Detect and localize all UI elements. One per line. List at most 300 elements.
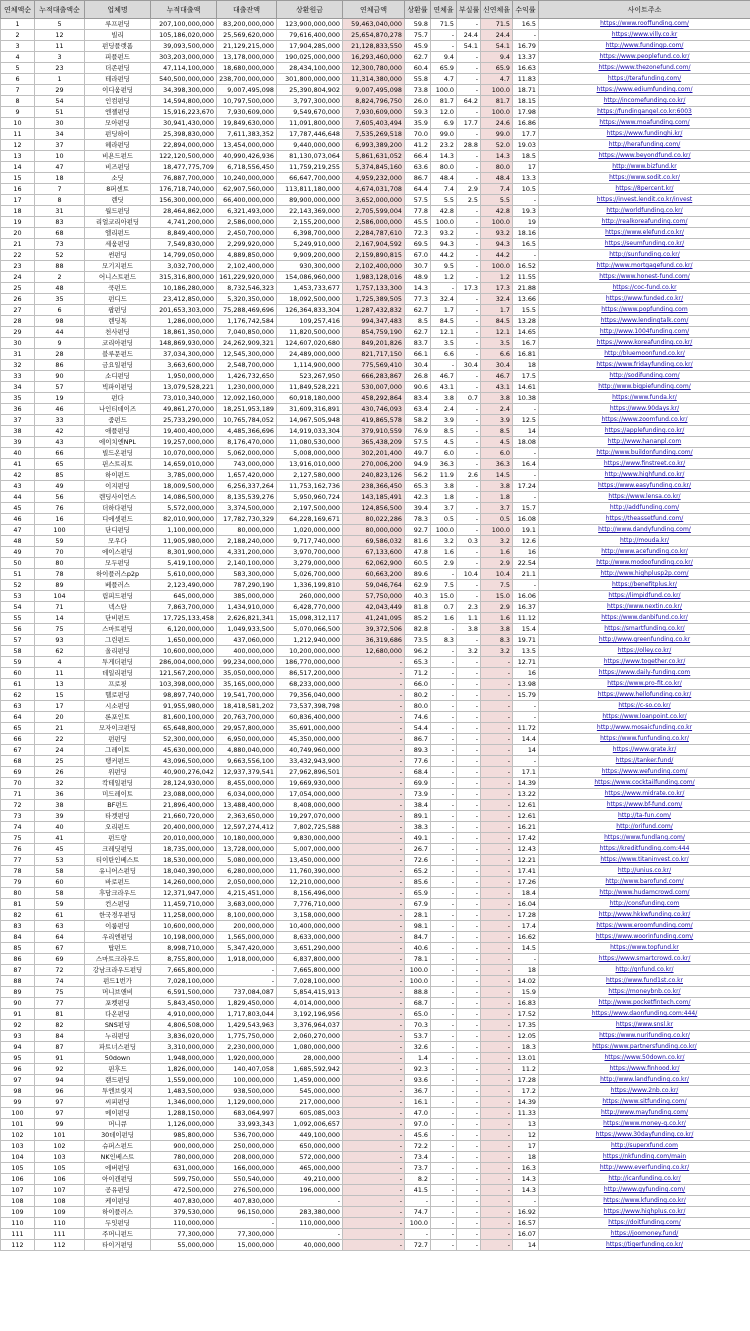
col-site-url-cell[interactable]: https://www.honest-fund.com/ bbox=[539, 272, 750, 283]
col-repaid-principal-cell: 5,026,700,000 bbox=[277, 569, 343, 580]
col-default-rate-cell: - bbox=[457, 151, 481, 162]
col-overdue-rate-cell: - bbox=[431, 921, 457, 932]
col-overdue-amount-cell: - bbox=[343, 1053, 405, 1064]
col-site-url-cell[interactable]: http://realkoreafunding.com/ bbox=[539, 217, 750, 228]
col-site-url-cell[interactable]: http://www.mortgagefund.co.kr/ bbox=[539, 261, 750, 272]
table-row bbox=[1, 690, 750, 701]
col-site-url-cell[interactable]: http://www.bizfund.kr bbox=[539, 162, 750, 173]
col-repaid-principal-cell: 28,000,000 bbox=[277, 1053, 343, 1064]
col-cumulative-loan-cell: 3,785,000,000 bbox=[151, 470, 217, 481]
col-site-url-cell[interactable]: http://www.barofund.com/ bbox=[539, 877, 750, 888]
col-return-rate-cell: 17.28 bbox=[513, 1075, 539, 1086]
col-default-rate-cell: - bbox=[457, 1053, 481, 1064]
table-row bbox=[1, 129, 750, 140]
col-overdue-rate-cell: - bbox=[431, 778, 457, 789]
col-site-url-cell[interactable]: https://www.smartcrowd.co.kr/ bbox=[539, 954, 750, 965]
col-rank-overdue-cell: 3 bbox=[1, 41, 35, 52]
col-default-rate-cell: - bbox=[457, 1020, 481, 1031]
col-site-url-cell[interactable]: https://benefitplus.kr/ bbox=[539, 580, 750, 591]
col-rank-overdue-cell: 33 bbox=[1, 371, 35, 382]
col-site-url-cell[interactable]: https://olley.co.kr/ bbox=[539, 646, 750, 657]
col-company-cell: 더하다펀딩 bbox=[85, 503, 151, 514]
col-site-url-cell[interactable]: https://www.wefunding.com/ bbox=[539, 767, 750, 778]
col-site-url-cell[interactable]: https://www.hellofunding.co.kr/ bbox=[539, 690, 750, 701]
col-site-url-cell[interactable]: https://www.kfunding.co.kr/ bbox=[539, 1196, 750, 1207]
col-site-url-cell[interactable]: http://www.highfund.co.kr/ bbox=[539, 470, 750, 481]
col-site-url-cell[interactable]: https://theassetfund.com/ bbox=[539, 514, 750, 525]
col-site-url-cell[interactable]: http://www.highplusp2p.com/ bbox=[539, 569, 750, 580]
col-overdue-rate-cell: 8.3 bbox=[431, 635, 457, 646]
col-site-url-cell[interactable]: http://worldfunding.co.kr/ bbox=[539, 206, 750, 217]
table-row bbox=[1, 1163, 750, 1174]
col-company-cell: 칵테일펀딩 bbox=[85, 778, 151, 789]
col-site-url-cell[interactable]: https://www.koreafunding.co.kr/ bbox=[539, 338, 750, 349]
col-site-url-cell[interactable]: https://www.elefund.co.kr/ bbox=[539, 228, 750, 239]
col-overdue-rate-cell: 65.9 bbox=[431, 63, 457, 74]
col-site-url-cell[interactable]: https://limpidfund.co.kr/ bbox=[539, 591, 750, 602]
col-site-url-cell[interactable]: http://addfunding.com/ bbox=[539, 503, 750, 514]
col-site-url-cell[interactable]: https://www.partnersfunding.co.kr/ bbox=[539, 1042, 750, 1053]
col-repaid-principal-cell: 8,408,000,000 bbox=[277, 800, 343, 811]
col-site-url-cell[interactable]: http://gnfund.co.kr/ bbox=[539, 965, 750, 976]
col-repaid-principal-cell: 14,919,033,304 bbox=[277, 426, 343, 437]
col-cumulative-loan-cell: 10,600,000,000 bbox=[151, 921, 217, 932]
col-overdue-amount-cell: - bbox=[343, 987, 405, 998]
col-cumulative-loan-header: 누적대출액 bbox=[151, 1, 217, 19]
col-overdue-amount-cell: - bbox=[343, 1218, 405, 1229]
col-cumulative-loan-cell: 4,910,000,000 bbox=[151, 1009, 217, 1020]
col-site-url-cell[interactable]: https://www.finhood.kr/ bbox=[539, 1064, 750, 1075]
col-site-url-cell[interactable]: https://www.eroomfunding.com/ bbox=[539, 921, 750, 932]
col-loan-balance-cell: 8,455,000,000 bbox=[217, 778, 277, 789]
col-site-url-cell[interactable]: https://kreditfunding.com:444 bbox=[539, 844, 750, 855]
col-overdue-amount-cell: 67,133,600 bbox=[343, 547, 405, 558]
col-site-url-cell[interactable]: http://unius.co.kr/ bbox=[539, 866, 750, 877]
col-rank-cumulative-cell: 99 bbox=[35, 1119, 85, 1130]
col-overdue-amount-cell: 8,824,796,750 bbox=[343, 96, 405, 107]
col-site-url-cell[interactable]: https://www.peoplefund.co.kr/ bbox=[539, 52, 750, 63]
col-rank-cumulative-cell: 10 bbox=[35, 151, 85, 162]
col-site-url-cell[interactable]: http://incomefunding.co.kr/ bbox=[539, 96, 750, 107]
col-loan-balance-cell: 13,454,000,000 bbox=[217, 140, 277, 151]
table-row bbox=[1, 657, 750, 668]
col-repaid-principal-cell: 1,212,940,000 bbox=[277, 635, 343, 646]
col-default-rate-cell: - bbox=[457, 1152, 481, 1163]
col-overdue-rate-cell: 4.5 bbox=[431, 437, 457, 448]
col-default-rate-cell: - bbox=[457, 239, 481, 250]
col-site-url-cell[interactable]: http://sunfunding.co.kr/ bbox=[539, 250, 750, 261]
col-overdue-rate-cell: - bbox=[431, 1042, 457, 1053]
table-body bbox=[1, 19, 750, 1251]
col-site-url-cell[interactable]: https://www.fundlang.com/ bbox=[539, 833, 750, 844]
col-repay-rate-cell: 89.6 bbox=[405, 569, 431, 580]
col-site-url-cell[interactable]: http://orifund.com/ bbox=[539, 822, 750, 833]
col-loan-balance-cell: 96,150,000 bbox=[217, 1207, 277, 1218]
col-site-url-cell[interactable]: https://applefunding.co.kr/ bbox=[539, 426, 750, 437]
col-site-url-cell[interactable]: https://tanker.fund/ bbox=[539, 756, 750, 767]
col-site-url-cell[interactable]: http://www.mayfunding.com/ bbox=[539, 1108, 750, 1119]
col-site-url-cell[interactable]: https://nkfunding.com/main bbox=[539, 1152, 750, 1163]
col-overdue-amount-cell: - bbox=[343, 932, 405, 943]
col-default-rate-cell: - bbox=[457, 107, 481, 118]
col-new-overdue-rate-cell: 3.9 bbox=[481, 415, 513, 426]
col-site-url-cell[interactable]: http://www.bigpiefunding.com/ bbox=[539, 382, 750, 393]
col-repaid-principal-cell: 109,257,416 bbox=[277, 316, 343, 327]
col-site-url-cell[interactable]: https://www.50down.co.kr/ bbox=[539, 1053, 750, 1064]
col-site-url-cell[interactable]: https://www.moafunding.com/ bbox=[539, 118, 750, 129]
col-site-url-cell[interactable]: https://www.funded.co.kr/ bbox=[539, 294, 750, 305]
col-default-rate-cell: - bbox=[457, 899, 481, 910]
col-rank-cumulative-cell: 59 bbox=[35, 536, 85, 547]
col-site-url-cell[interactable]: http://www.gyfunding.com/ bbox=[539, 1185, 750, 1196]
col-overdue-rate-cell: - bbox=[431, 1031, 457, 1042]
col-rank-overdue-cell: 50 bbox=[1, 558, 35, 569]
col-company-cell: 테라펀딩 bbox=[85, 74, 151, 85]
col-loan-balance-cell: 35,050,000,000 bbox=[217, 668, 277, 679]
col-return-rate-cell: 11.83 bbox=[513, 74, 539, 85]
col-repaid-principal-cell: 14,967,505,948 bbox=[277, 415, 343, 426]
col-loan-balance-cell: 4,880,040,000 bbox=[217, 745, 277, 756]
col-default-rate-cell: - bbox=[457, 1075, 481, 1086]
col-return-rate-cell: 11.33 bbox=[513, 1108, 539, 1119]
col-return-rate-cell: 18.71 bbox=[513, 85, 539, 96]
col-cumulative-loan-cell: 28,124,930,000 bbox=[151, 778, 217, 789]
col-site-url-cell[interactable]: http://www.dandyfunding.com/ bbox=[539, 525, 750, 536]
col-company-cell: 빌드온펀딩 bbox=[85, 448, 151, 459]
table-row bbox=[1, 338, 750, 349]
col-loan-balance-cell: 10,765,784,052 bbox=[217, 415, 277, 426]
col-site-url-cell[interactable]: https://invest.lendit.co.kr/invest bbox=[539, 195, 750, 206]
col-repay-rate-cell: 26.8 bbox=[405, 371, 431, 382]
col-site-url-cell[interactable]: https://www.highplus.co.kr/ bbox=[539, 1207, 750, 1218]
col-repay-rate-cell: 1.4 bbox=[405, 1053, 431, 1064]
col-rank-overdue-cell: 32 bbox=[1, 360, 35, 371]
col-cumulative-loan-cell: 1,948,000,000 bbox=[151, 1053, 217, 1064]
col-return-rate-cell: 17.35 bbox=[513, 1020, 539, 1031]
col-site-url-cell[interactable]: https://www.money-q.co.kr/ bbox=[539, 1119, 750, 1130]
col-repaid-principal-cell: 22,143,369,000 bbox=[277, 206, 343, 217]
col-site-url-cell[interactable]: http://www.pocketfintech.com/ bbox=[539, 998, 750, 1009]
col-default-rate-cell: - bbox=[457, 63, 481, 74]
col-site-url-cell[interactable]: https://www.rooffunding.com/ bbox=[539, 19, 750, 30]
col-site-url-cell[interactable]: https://www.fridayfunding.co.kr/ bbox=[539, 360, 750, 371]
col-site-url-cell[interactable]: http://www.hudamcrowd.com/ bbox=[539, 888, 750, 899]
col-site-url-cell[interactable]: https://www.villy.co.kr bbox=[539, 30, 750, 41]
col-return-rate-cell: 16.7 bbox=[513, 338, 539, 349]
col-site-url-cell[interactable]: http://www.hananpl.com bbox=[539, 437, 750, 448]
col-overdue-amount-cell: - bbox=[343, 712, 405, 723]
col-rank-cumulative-cell: 101 bbox=[35, 1130, 85, 1141]
col-loan-balance-cell: 2,188,240,000 bbox=[217, 536, 277, 547]
col-default-rate-cell: - bbox=[457, 85, 481, 96]
col-site-url-cell[interactable]: https://www.30dayfunding.co.kr/ bbox=[539, 1130, 750, 1141]
col-overdue-amount-cell: - bbox=[343, 778, 405, 789]
col-rank-cumulative-cell: 42 bbox=[35, 426, 85, 437]
col-repay-rate-cell: 77.8 bbox=[405, 206, 431, 217]
col-repay-rate-cell: 49.7 bbox=[405, 448, 431, 459]
col-return-rate-cell: 13.3 bbox=[513, 173, 539, 184]
col-repay-rate-cell: 38.3 bbox=[405, 822, 431, 833]
col-loan-balance-cell: 12,937,379,541 bbox=[217, 767, 277, 778]
col-overdue-amount-cell: 1,983,128,016 bbox=[343, 272, 405, 283]
col-loan-balance-header: 대출잔액 bbox=[217, 1, 277, 19]
col-cumulative-loan-cell: 1,950,000,000 bbox=[151, 371, 217, 382]
col-company-cell: 단비펀드 bbox=[85, 613, 151, 624]
col-site-url-cell[interactable]: https://www.cocktailfunding.com/ bbox=[539, 778, 750, 789]
col-site-url-cell[interactable]: https://www.loanpoint.co.kr/ bbox=[539, 712, 750, 723]
col-site-url-cell[interactable]: https://www.daily-funding.com bbox=[539, 668, 750, 679]
col-default-rate-cell: - bbox=[457, 19, 481, 30]
col-new-overdue-rate-cell: 100.0 bbox=[481, 525, 513, 536]
col-rank-overdue-cell: 97 bbox=[1, 1075, 35, 1086]
col-return-rate-cell: 14.02 bbox=[513, 976, 539, 987]
col-site-url-cell[interactable]: https://www.lendingtalk.com/ bbox=[539, 316, 750, 327]
col-site-url-cell[interactable]: https://fundingangel.co.kr:6003 bbox=[539, 107, 750, 118]
col-site-url-cell[interactable]: http://consfunding.com bbox=[539, 899, 750, 910]
col-overdue-rate-cell: - bbox=[431, 1218, 457, 1229]
col-company-cell: 랜드펀딩 bbox=[85, 1075, 151, 1086]
col-loan-balance-cell: 6,256,337,264 bbox=[217, 481, 277, 492]
table-row bbox=[1, 723, 750, 734]
col-site-url-cell[interactable]: http://www.fundingp.com/ bbox=[539, 41, 750, 52]
col-site-url-cell[interactable]: http://superxfund.com bbox=[539, 1141, 750, 1152]
col-site-url-cell[interactable]: https://www.sodit.co.kr/ bbox=[539, 173, 750, 184]
col-default-rate-cell: - bbox=[457, 217, 481, 228]
col-repay-rate-cell: 16.1 bbox=[405, 1097, 431, 1108]
col-cumulative-loan-cell: 1,559,000,000 bbox=[151, 1075, 217, 1086]
col-repaid-principal-cell: 1,092,006,657 bbox=[277, 1119, 343, 1130]
col-site-url-cell[interactable]: https://www.ediumfunding.com/ bbox=[539, 85, 750, 96]
table-row bbox=[1, 624, 750, 635]
col-repaid-principal-cell: 5,008,000,000 bbox=[277, 448, 343, 459]
col-new-overdue-rate-cell: 100.0 bbox=[481, 261, 513, 272]
col-site-url-cell[interactable]: https://c-so.co.kr/ bbox=[539, 701, 750, 712]
col-overdue-amount-cell: 21,128,833,550 bbox=[343, 41, 405, 52]
col-company-cell: 인컴펀딩 bbox=[85, 96, 151, 107]
col-rank-cumulative-cell: 31 bbox=[35, 206, 85, 217]
col-cumulative-loan-cell: 5,419,100,000 bbox=[151, 558, 217, 569]
col-new-overdue-rate-cell: 5.5 bbox=[481, 195, 513, 206]
col-rank-cumulative-cell: 28 bbox=[35, 349, 85, 360]
col-site-url-cell[interactable]: https://www.grate.kr/ bbox=[539, 745, 750, 756]
col-repaid-principal-cell: 11,760,390,000 bbox=[277, 866, 343, 877]
col-loan-balance-cell: 20,763,700,000 bbox=[217, 712, 277, 723]
col-return-rate-cell: 13.01 bbox=[513, 1053, 539, 1064]
col-overdue-rate-cell: - bbox=[431, 1240, 457, 1251]
col-repay-rate-cell: 63.6 bbox=[405, 162, 431, 173]
col-site-url-cell[interactable]: https://www.bf-fund.com/ bbox=[539, 800, 750, 811]
col-default-rate-cell: - bbox=[457, 525, 481, 536]
col-site-url-cell[interactable]: https://joomoney.fund/ bbox=[539, 1229, 750, 1240]
col-return-rate-cell: 19.03 bbox=[513, 140, 539, 151]
col-site-url-cell[interactable]: https://doitfunding.com/ bbox=[539, 1218, 750, 1229]
col-site-url-cell[interactable]: http://www.greenfunding.co.kr bbox=[539, 635, 750, 646]
col-rank-overdue-cell: 72 bbox=[1, 800, 35, 811]
col-default-rate-cell: - bbox=[457, 448, 481, 459]
col-site-url-cell[interactable]: https://coc-fund.co.kr bbox=[539, 283, 750, 294]
col-site-url-cell[interactable]: https://www.fundinghi.kr/ bbox=[539, 129, 750, 140]
col-overdue-amount-cell: 12,680,000 bbox=[343, 646, 405, 657]
col-rank-cumulative-cell: 71 bbox=[35, 602, 85, 613]
col-new-overdue-rate-cell: - bbox=[481, 712, 513, 723]
col-site-url-cell[interactable]: https://www.funda.kr/ bbox=[539, 393, 750, 404]
col-rank-overdue-cell: 39 bbox=[1, 437, 35, 448]
col-site-url-cell[interactable]: http://mouda.kr/ bbox=[539, 536, 750, 547]
col-repaid-principal-cell: 1,453,733,677 bbox=[277, 283, 343, 294]
col-site-url-cell[interactable]: https://www.daonfunding.com:444/ bbox=[539, 1009, 750, 1020]
col-site-url-cell[interactable]: https://www.easyfunding.co.kr/ bbox=[539, 481, 750, 492]
col-repaid-principal-cell: 79,356,040,000 bbox=[277, 690, 343, 701]
table-row bbox=[1, 932, 750, 943]
col-repay-rate-cell: 74.6 bbox=[405, 712, 431, 723]
col-overdue-amount-cell: 41,241,095 bbox=[343, 613, 405, 624]
col-new-overdue-rate-cell: 24.6 bbox=[481, 118, 513, 129]
col-overdue-amount-cell: 1,757,133,300 bbox=[343, 283, 405, 294]
table-row bbox=[1, 1064, 750, 1075]
table-row bbox=[1, 1119, 750, 1130]
col-overdue-amount-cell: 2,102,400,000 bbox=[343, 261, 405, 272]
col-loan-balance-cell: 2,363,650,000 bbox=[217, 811, 277, 822]
col-site-url-cell[interactable]: https://www.sitfunding.com/ bbox=[539, 1097, 750, 1108]
col-site-url-cell[interactable]: https://www.midrate.co.kr/ bbox=[539, 789, 750, 800]
col-site-url-cell[interactable]: https://www.90days.kr/ bbox=[539, 404, 750, 415]
col-site-url-cell[interactable]: http://icanfunding.co.kr/ bbox=[539, 1174, 750, 1185]
col-overdue-amount-cell: - bbox=[343, 954, 405, 965]
col-default-rate-cell: 3.2 bbox=[457, 646, 481, 657]
col-rank-overdue-cell: 63 bbox=[1, 701, 35, 712]
col-site-url-cell[interactable]: https://seumfunding.co.kr/ bbox=[539, 239, 750, 250]
col-return-rate-cell: 18 bbox=[513, 965, 539, 976]
col-site-url-cell[interactable]: http://www.acefunding.co.kr/ bbox=[539, 547, 750, 558]
col-repaid-principal-cell: 79,616,400,000 bbox=[277, 30, 343, 41]
col-rank-cumulative-cell: 7 bbox=[35, 184, 85, 195]
col-site-url-cell[interactable]: http://www.everfunding.co.kr/ bbox=[539, 1163, 750, 1174]
col-repaid-principal-cell: 154,086,960,000 bbox=[277, 272, 343, 283]
col-repay-rate-cell: 83.7 bbox=[405, 338, 431, 349]
col-site-url-cell[interactable]: http://herafunding.com/ bbox=[539, 140, 750, 151]
col-new-overdue-rate-cell: - bbox=[481, 1031, 513, 1042]
col-loan-balance-cell: 2,230,000,000 bbox=[217, 1042, 277, 1053]
col-site-url-cell[interactable]: http://www.buildonfunding.com/ bbox=[539, 448, 750, 459]
col-repay-rate-cell: 53.7 bbox=[405, 1031, 431, 1042]
col-repaid-principal-cell: 283,380,000 bbox=[277, 1207, 343, 1218]
col-repay-rate-cell: 94.9 bbox=[405, 459, 431, 470]
col-site-url-cell[interactable]: https://www.titaninvest.co.kr/ bbox=[539, 855, 750, 866]
table-row bbox=[1, 85, 750, 96]
col-rank-cumulative-cell: 61 bbox=[35, 910, 85, 921]
col-site-url-cell[interactable]: https://www.zoomfund.co.kr/ bbox=[539, 415, 750, 426]
col-cumulative-loan-cell: 4,806,508,000 bbox=[151, 1020, 217, 1031]
col-rank-overdue-cell: 5 bbox=[1, 63, 35, 74]
col-loan-balance-cell: 83,200,000,000 bbox=[217, 19, 277, 30]
col-rank-overdue-cell: 19 bbox=[1, 217, 35, 228]
col-repay-rate-cell: 56.2 bbox=[405, 470, 431, 481]
col-site-url-cell[interactable]: http://bluemoonfund.co.kr/ bbox=[539, 349, 750, 360]
col-rank-overdue-cell: 75 bbox=[1, 833, 35, 844]
col-site-url-cell[interactable]: https://smartfunding.co.kr/ bbox=[539, 624, 750, 635]
col-rank-overdue-cell: 43 bbox=[1, 481, 35, 492]
col-rank-overdue-cell: 64 bbox=[1, 712, 35, 723]
col-loan-balance-cell: 18,418,581,202 bbox=[217, 701, 277, 712]
col-site-url-cell[interactable]: http://www.modoofunding.co.kr/ bbox=[539, 558, 750, 569]
col-repay-rate-cell: 100.0 bbox=[405, 976, 431, 987]
col-company-cell: 소디펀딩 bbox=[85, 371, 151, 382]
col-site-url-cell[interactable]: https://terafunding.com/ bbox=[539, 74, 750, 85]
col-site-url-cell[interactable]: https://www.pro-fit.co.kr/ bbox=[539, 679, 750, 690]
col-overdue-amount-cell: - bbox=[343, 1075, 405, 1086]
col-cumulative-loan-cell: 1,483,500,000 bbox=[151, 1086, 217, 1097]
col-rank-overdue-cell: 6 bbox=[1, 74, 35, 85]
col-loan-balance-cell: 6,950,000,000 bbox=[217, 734, 277, 745]
col-overdue-amount-cell: - bbox=[343, 811, 405, 822]
col-new-overdue-rate-cell: - bbox=[481, 899, 513, 910]
col-rank-cumulative-cell: 16 bbox=[35, 514, 85, 525]
col-site-url-cell[interactable]: https://www.popfunding.com bbox=[539, 305, 750, 316]
col-site-url-cell[interactable]: https://tigerfunding.co.kr/ bbox=[539, 1240, 750, 1251]
col-site-url-cell[interactable]: https://www.nextin.co.kr/ bbox=[539, 602, 750, 613]
col-repay-rate-cell: 80.2 bbox=[405, 690, 431, 701]
col-repay-rate-cell: 48.9 bbox=[405, 272, 431, 283]
col-site-url-cell[interactable]: https://www.thezonefund.com/ bbox=[539, 63, 750, 74]
col-site-url-cell[interactable]: http://www.1004funding.com/ bbox=[539, 327, 750, 338]
col-overdue-rate-cell: 3.8 bbox=[431, 481, 457, 492]
col-overdue-rate-cell: - bbox=[431, 1141, 457, 1152]
col-rank-overdue-cell: 94 bbox=[1, 1042, 35, 1053]
col-site-url-cell[interactable]: https://www.fund1st.co.kr bbox=[539, 976, 750, 987]
col-loan-balance-cell: 166,000,000 bbox=[217, 1163, 277, 1174]
col-company-cell: 우리엔펀딩 bbox=[85, 932, 151, 943]
col-repaid-principal-cell: 11,849,528,221 bbox=[277, 382, 343, 393]
col-site-url-cell[interactable]: https://www.topfund.kr bbox=[539, 943, 750, 954]
col-site-url-cell[interactable]: https://moneybnb.co.kr/ bbox=[539, 987, 750, 998]
col-repaid-principal-cell: 260,000,000 bbox=[277, 591, 343, 602]
col-site-url-cell[interactable]: http://www.hkkwfunding.co.kr/ bbox=[539, 910, 750, 921]
col-default-rate-cell: - bbox=[457, 987, 481, 998]
col-site-url-cell[interactable]: https://www.beyondfund.co.kr/ bbox=[539, 151, 750, 162]
col-return-rate-cell: 17.41 bbox=[513, 866, 539, 877]
col-rank-overdue-cell: 17 bbox=[1, 195, 35, 206]
col-site-url-cell[interactable]: https://www.woorinfunding.com/ bbox=[539, 932, 750, 943]
col-site-url-cell[interactable]: https://www.2nb.co.kr/ bbox=[539, 1086, 750, 1097]
col-site-url-cell[interactable]: https://www.funfunding.co.kr/ bbox=[539, 734, 750, 745]
col-company-cell: 펀드1번가 bbox=[85, 976, 151, 987]
col-rank-overdue-cell: 2 bbox=[1, 30, 35, 41]
col-site-url-cell[interactable]: http://www.mosaicfunding.co.kr bbox=[539, 723, 750, 734]
col-site-url-cell[interactable]: https://8percent.kr/ bbox=[539, 184, 750, 195]
col-rank-overdue-cell: 21 bbox=[1, 239, 35, 250]
col-default-rate-cell: - bbox=[457, 404, 481, 415]
col-rank-overdue-cell: 1 bbox=[1, 19, 35, 30]
col-default-rate-cell: - bbox=[457, 547, 481, 558]
col-rank-cumulative-cell: 67 bbox=[35, 943, 85, 954]
col-rank-overdue-cell: 82 bbox=[1, 910, 35, 921]
col-site-url-cell[interactable]: http://www.landfunding.co.kr/ bbox=[539, 1075, 750, 1086]
col-site-url-cell[interactable]: https://www.finstreet.co.kr/ bbox=[539, 459, 750, 470]
col-rank-cumulative-cell: 98 bbox=[35, 316, 85, 327]
col-repaid-principal-cell: 35,691,000,000 bbox=[277, 723, 343, 734]
col-site-url-cell[interactable]: https://www.nurifunding.co.kr/ bbox=[539, 1031, 750, 1042]
col-new-overdue-rate-cell: - bbox=[481, 723, 513, 734]
col-site-url-cell[interactable]: https://www.snsl.kr bbox=[539, 1020, 750, 1031]
table-row bbox=[1, 800, 750, 811]
col-site-url-cell[interactable]: http://ta-fun.com/ bbox=[539, 811, 750, 822]
col-site-url-cell[interactable]: http://sodifunding.com/ bbox=[539, 371, 750, 382]
col-site-url-cell[interactable]: https://www.lensa.co.kr/ bbox=[539, 492, 750, 503]
col-overdue-amount-cell: - bbox=[343, 1152, 405, 1163]
col-site-url-cell[interactable]: https://www.danbifund.co.kr/ bbox=[539, 613, 750, 624]
col-new-overdue-rate-cell: 100.0 bbox=[481, 107, 513, 118]
col-site-url-cell[interactable]: https://www.together.co.kr/ bbox=[539, 657, 750, 668]
